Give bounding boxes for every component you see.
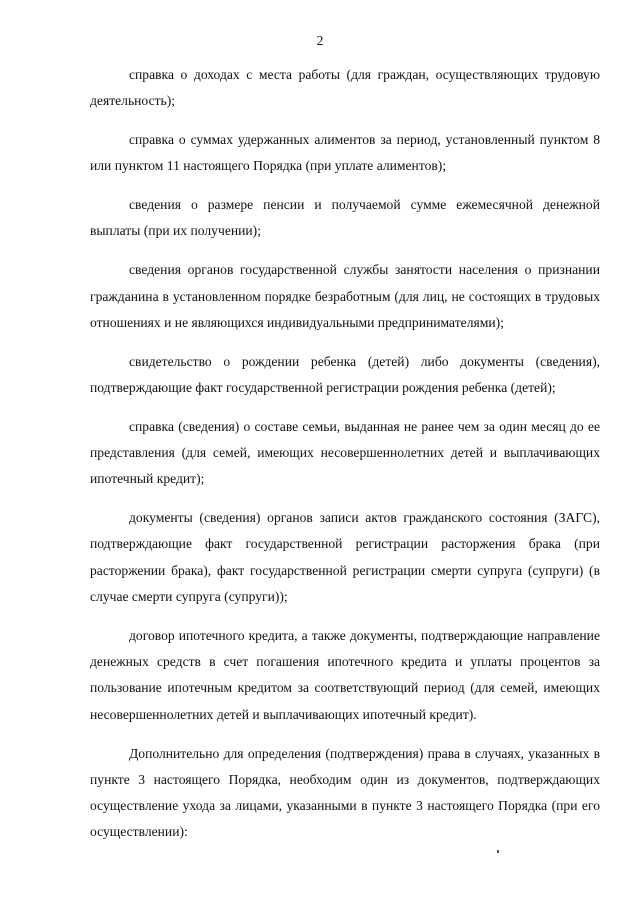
paragraph-additional-care-documents: Дополнительно для определения (подтверждения) права в случаях, указанных в пункте 3 настоящего Порядка, необходим один из документов, подтверждающих осуществление ухода за лицами, указанными в пункте 3 настоящего Порядка (при его осуществлении): xyxy=(90,745,600,840)
paragraph-civil-registry-documents: документы (сведения) органов записи актов гражданского состояния (ЗАГС), подтверждающие факт государственной регистрации расторжения брака (при расторжении брака), факт государственной регистрации смерти супруга (супруги) (в случае смерти супруга (супруги)); xyxy=(90,510,600,605)
paragraph-mortgage-agreement: договор ипотечного кредита, а также документы, подтверждающие направление денежных средств в счет погашения ипотечного кредита и уплаты процентов за пользование ипотечным кредитом за соответствующий период (для семей, имеющих несовершеннолетних детей и выплачивающих ипотечный кредит). xyxy=(90,627,600,722)
paragraph-alimony-certificate: справка о суммах удержанных алиментов за период, установленный пунктом 8 или пунктом 11 настоящего Порядка (при уплате алиментов); xyxy=(90,132,600,174)
page-number: 2 xyxy=(316,33,324,48)
paragraph-pension-info: сведения о размере пенсии и получаемой сумме ежемесячной денежной выплаты (при их получении); xyxy=(90,197,600,239)
paragraph-birth-certificate: свидетельство о рождении ребенка (детей) либо документы (сведения), подтверждающие факт государственной регистрации рождения ребенка (детей); xyxy=(90,353,600,395)
paragraph-family-composition: справка (сведения) о составе семьи, выданная не ранее чем за один месяц до ее представления (для семей, имеющих несовершеннолетних детей и выплачивающих ипотечный кредит); xyxy=(90,418,600,487)
document-body xyxy=(90,62,600,846)
paragraph-unemployment-info: сведения органов государственной службы занятости населения о признании гражданина в установленном порядке безработным (для лиц, не состоящих в трудовых отношениях и не являющихся индивидуальными предпринимателями); xyxy=(90,262,600,330)
paragraph-income-certificate: справка о доходах с места работы (для граждан, осуществляющих трудовую деятельность); xyxy=(90,67,600,109)
scan-speck xyxy=(497,850,499,853)
